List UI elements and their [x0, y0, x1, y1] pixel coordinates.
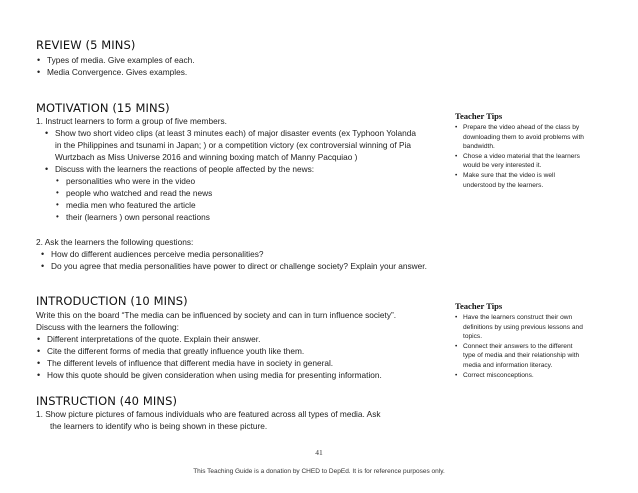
list-item: • Different interpretations of the quote. Explain their answer. [36, 333, 396, 345]
tip-item: • Have the learners construct their own [455, 313, 583, 323]
list-item: • Do you agree that media personalities have power to direct or challenge society? Explain your answer. [40, 260, 427, 272]
tip-item: • Connect their answers to the different [455, 342, 583, 352]
list-item: • Cite the different forms of media that greatly influence youth like them. [36, 345, 396, 357]
introduction-heading: INTRODUCTION (10 MINS) [36, 294, 188, 308]
motivation-questions [36, 236, 427, 272]
motivation-step-2: 2. Ask the learners the following questions: [36, 237, 194, 247]
list-item: • How this quote should be given consideration when using media for presenting information. [36, 369, 396, 381]
list-item: • How do different audiences perceive media personalities? [40, 248, 427, 260]
tip-line: downloading them to avoid problems with [463, 133, 584, 141]
instruction-line: the learners to identify who is being shown in these picture. [50, 421, 268, 431]
tip-line: bandwidth. [463, 143, 495, 151]
motivation-body [36, 115, 416, 223]
introduction-line-2: Discuss with the learners the following: [36, 322, 179, 332]
teacher-tips-list [455, 313, 583, 380]
sub-list-item: • personalities who were in the video [55, 175, 416, 187]
sub-list-item: • their (learners ) own personal reactions [55, 211, 416, 223]
list-item: • Media Convergence. Gives examples. [36, 66, 195, 78]
introduction-line-1: Write this on the board “The media can be influenced by society and can in turn influence society”. [36, 310, 397, 320]
tip-line: would be very interested it. [463, 162, 542, 170]
tip-item: • Make sure that the video is well [455, 171, 584, 181]
bullet-line: Wurtzbach as Miss Universe 2016 and winning boxing match of Manny Pacquiao ) [55, 152, 358, 162]
teacher-tips-title: Teacher Tips [455, 301, 503, 311]
instruction-line: 1. Show picture pictures of famous individuals who are featured across all types of media. Ask [36, 409, 381, 419]
review-list [36, 54, 195, 78]
tip-item: • Correct misconceptions. [455, 371, 583, 381]
tip-line: topics. [463, 333, 483, 341]
instruction-heading: INSTRUCTION (40 MINS) [36, 394, 178, 408]
sub-list-item: • people who watched and read the news [55, 187, 416, 199]
sub-list-item: • media men who featured the article [55, 199, 416, 211]
tip-item: • Chose a video material that the learners [455, 152, 584, 162]
list-item: • The different levels of influence that different media have in society in general. [36, 357, 396, 369]
tip-line: type of media and their relationship with [463, 352, 580, 360]
tip-item: • Prepare the video ahead of the class by [455, 123, 584, 133]
tip-line: understood by the learners. [463, 181, 544, 189]
page-number: 41 [315, 448, 323, 457]
motivation-step-1: 1. Instruct learners to form a group of five members. [36, 116, 227, 126]
teacher-tips-list [455, 123, 584, 190]
list-item [44, 127, 416, 163]
motivation-heading: MOTIVATION (15 MINS) [36, 101, 170, 115]
bullet-line: in the Philippines and tsunami in Japan; ) or a competition victory (ex controversial winning of Pia [55, 140, 412, 150]
review-heading: REVIEW (5 MINS) [36, 38, 136, 52]
tip-line: definitions by using previous lessons and [463, 323, 583, 331]
instruction-body [36, 408, 381, 432]
introduction-body [36, 309, 396, 381]
footer-note: This Teaching Guide is a donation by CHED to DepEd. It is for reference purposes only. [193, 468, 445, 475]
list-item: • Discuss with the learners the reactions of people affected by the news: [44, 163, 416, 175]
teacher-tips-title: Teacher Tips [455, 111, 503, 121]
list-item: • Types of media. Give examples of each. [36, 54, 195, 66]
tip-line: media and information literacy. [463, 361, 553, 369]
bullet-line: • Show two short video clips (at least 3 minutes each) of major disaster events (ex Typhoon Yolanda [55, 128, 416, 138]
